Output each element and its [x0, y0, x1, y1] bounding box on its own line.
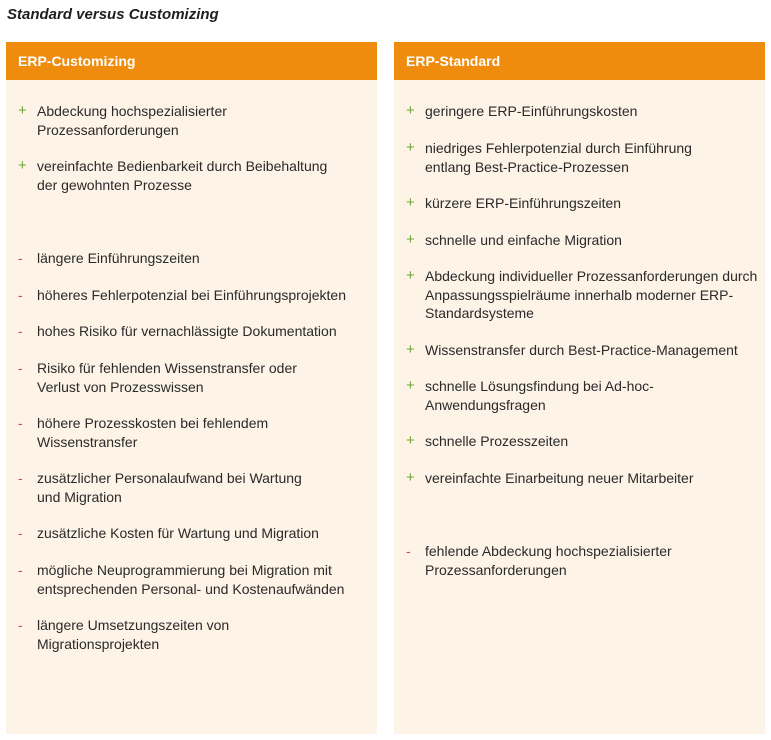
list-item [394, 432, 759, 451]
plus-sign: + [406, 139, 415, 156]
list-item [394, 102, 759, 121]
list-item [6, 616, 276, 653]
item-text: Abdeckung individueller Prozessanforderungen durch Anpassungsspielräume innerhalb moderner ERP-Standardsysteme [425, 268, 758, 321]
plus-sign: + [406, 267, 415, 284]
customizing-header: ERP-Customizing [6, 42, 377, 80]
item-text: Risiko für fehlenden Wissenstransfer oder Verlust von Prozesswissen [37, 360, 297, 395]
minus-sign: - [18, 470, 23, 486]
item-text: geringere ERP-Einführungskosten [425, 103, 638, 119]
plus-sign: + [406, 341, 415, 358]
list-item [6, 102, 361, 139]
list-item [6, 524, 371, 543]
item-text: vereinfachte Einarbeitung neuer Mitarbeiter [425, 470, 694, 486]
item-text: zusätzliche Kosten für Wartung und Migration [37, 525, 319, 541]
minus-sign: - [18, 250, 23, 266]
list-item [6, 561, 368, 598]
item-text: niedriges Fehlerpotenzial durch Einführung entlang Best-Practice-Prozessen [425, 140, 692, 175]
standard-column [394, 42, 765, 734]
plus-sign: + [406, 231, 415, 248]
plus-sign: + [18, 157, 27, 174]
page-title: Standard versus Customizing [7, 6, 219, 23]
minus-sign: - [406, 543, 411, 559]
minus-sign: - [18, 323, 23, 339]
plus-sign: + [18, 102, 27, 119]
item-text: höheres Fehlerpotenzial bei Einführungsprojekten [37, 287, 346, 303]
list-item [6, 359, 316, 396]
item-text: hohes Risiko für vernachlässigte Dokumentation [37, 323, 337, 339]
plus-sign: + [406, 377, 415, 394]
list-item [394, 267, 759, 323]
minus-sign: - [18, 562, 23, 578]
item-text: zusätzlicher Personalaufwand bei Wartung und Migration [37, 470, 302, 505]
plus-sign: + [406, 432, 415, 449]
list-item [394, 341, 759, 360]
minus-sign: - [18, 415, 23, 431]
item-text: längere Umsetzungszeiten von Migrationsprojekten [37, 617, 230, 652]
item-text: Abdeckung hochspezialisierter Prozessanforderungen [37, 103, 227, 138]
list-item [394, 139, 714, 176]
minus-sign: - [18, 287, 23, 303]
list-item [394, 469, 759, 488]
item-text: längere Einführungszeiten [37, 250, 200, 266]
list-item [6, 249, 371, 268]
list-item [394, 377, 684, 414]
customizing-column [6, 42, 377, 734]
list-item [6, 414, 296, 451]
minus-sign: - [18, 360, 23, 376]
item-text: mögliche Neuprogrammierung bei Migration mit entsprechenden Personal- und Kostenaufwänden [37, 562, 345, 597]
list-item [394, 194, 759, 213]
item-text: schnelle und einfache Migration [425, 232, 622, 248]
list-item [6, 286, 371, 305]
plus-sign: + [406, 194, 415, 211]
standard-header: ERP-Standard [394, 42, 765, 80]
plus-sign: + [406, 469, 415, 486]
list-item [394, 542, 694, 579]
list-item [6, 322, 371, 341]
item-text: fehlende Abdeckung hochspezialisierter Prozessanforderungen [425, 543, 672, 578]
item-text: Wissenstransfer durch Best-Practice-Management [425, 342, 738, 358]
list-item [6, 157, 351, 194]
item-text: schnelle Lösungsfindung bei Ad-hoc-Anwendungsfragen [425, 378, 654, 413]
item-text: höhere Prozesskosten bei fehlendem Wissenstransfer [37, 415, 269, 450]
plus-sign: + [406, 102, 415, 119]
item-text: kürzere ERP-Einführungszeiten [425, 195, 622, 211]
list-item [394, 231, 759, 250]
item-text: vereinfachte Bedienbarkeit durch Beibehaltung der gewohnten Prozesse [37, 158, 328, 193]
item-text: schnelle Prozesszeiten [425, 433, 569, 449]
minus-sign: - [18, 617, 23, 633]
minus-sign: - [18, 525, 23, 541]
list-item [6, 469, 326, 506]
